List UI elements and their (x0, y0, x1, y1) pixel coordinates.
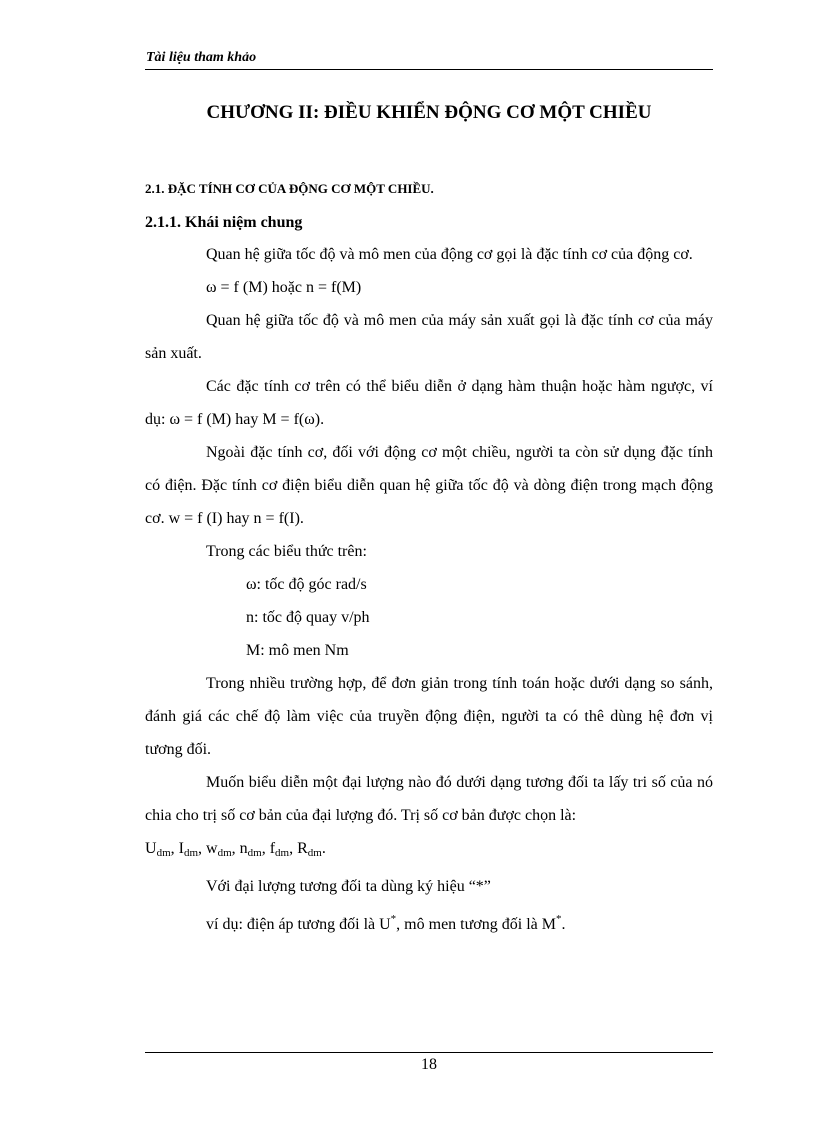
paragraph-2: Quan hệ giữa tốc độ và mô men của máy sản xuất gọi là đặc tính cơ của máy sản xuất. (145, 312, 713, 362)
example-middle: , mô men tương đối là M (396, 916, 556, 933)
base-r: R (297, 840, 308, 857)
superscript-star: * (390, 913, 397, 925)
base-f: f (269, 840, 276, 857)
definition-omega: ω: tốc độ góc rad/s (246, 576, 367, 593)
base-n: n (239, 840, 248, 857)
document-body (145, 170, 713, 941)
sub-dm: dm (217, 847, 232, 859)
page-header (145, 49, 713, 70)
example-line (145, 903, 713, 941)
separator: , (170, 840, 179, 857)
sub-dm: dm (247, 847, 262, 859)
superscript-star: * (555, 913, 562, 925)
paragraph-4: Ngoài đặc tính cơ, đối với động cơ một chiều, người ta còn sử dụng đặc tính có điện. Đặc tính cơ điện biểu diễn quan hệ giữa tốc độ và dòng điện trong mạch động cơ. w = f (I) hay n = f(I). (145, 444, 713, 527)
example-prefix: ví dụ: điện áp tương đối là U (206, 916, 391, 933)
paragraph-3: Các đặc tính cơ trên có thể biểu diễn ở dạng hàm thuận hoặc hàm ngược, ví dụ: ω = f (M) hay M = f(ω). (145, 378, 713, 428)
sub-dm: dm (275, 847, 290, 859)
sub-dm: dm (156, 847, 171, 859)
footer-rule (145, 1052, 713, 1053)
separator: , (289, 840, 298, 857)
header-text: Tài liệu tham khảo (146, 50, 257, 65)
base-u: U (145, 840, 157, 857)
page-number: 18 (421, 1056, 437, 1073)
chapter-title: CHƯƠNG II: ĐIỀU KHIỂN ĐỘNG CƠ MỘT CHIỀU (206, 102, 652, 123)
period: . (321, 840, 326, 857)
paragraph-7: Muốn biểu diễn một đại lượng nào đó dưới dạng tương đối ta lấy tri số của nó chia cho trị số cơ bản của đại lượng đó. Trị số cơ bản được chọn là: (145, 774, 713, 824)
separator: , (231, 840, 240, 857)
base-i: I (178, 840, 184, 857)
section-heading: 2.1. ĐẶC TÍNH CƠ CỦA ĐỘNG CƠ MỘT CHIỀU. (145, 181, 434, 196)
paragraph-5: Trong các biểu thức trên: (206, 543, 367, 560)
paragraph-6: Trong nhiều trường hợp, để đơn giản trong tính toán hoặc dưới dạng so sánh, đánh giá các chế độ làm việc của truyền động điện, người ta có thê dùng hệ đơn vị tương đối. (145, 675, 713, 758)
definition-n: n: tốc độ quay v/ph (246, 609, 370, 626)
base-w: w (206, 840, 218, 857)
example-end: . (561, 916, 566, 933)
sub-dm: dm (307, 847, 322, 859)
sub-dm: dm (183, 847, 199, 859)
formula-line: ω = f (M) hoặc n = f(M) (206, 279, 362, 296)
paragraph-8: Với đại lượng tương đối ta dùng ký hiệu “*” (206, 878, 491, 895)
separator: , (198, 840, 207, 857)
header-rule (145, 69, 713, 70)
definition-m: M: mô men Nm (246, 642, 349, 659)
subsection-heading: 2.1.1. Khái niệm chung (145, 214, 303, 231)
paragraph-1: Quan hệ giữa tốc độ và mô men của động cơ gọi là đặc tính cơ của động cơ. (206, 246, 693, 263)
base-quantities-line (145, 832, 713, 870)
separator: , (261, 840, 270, 857)
